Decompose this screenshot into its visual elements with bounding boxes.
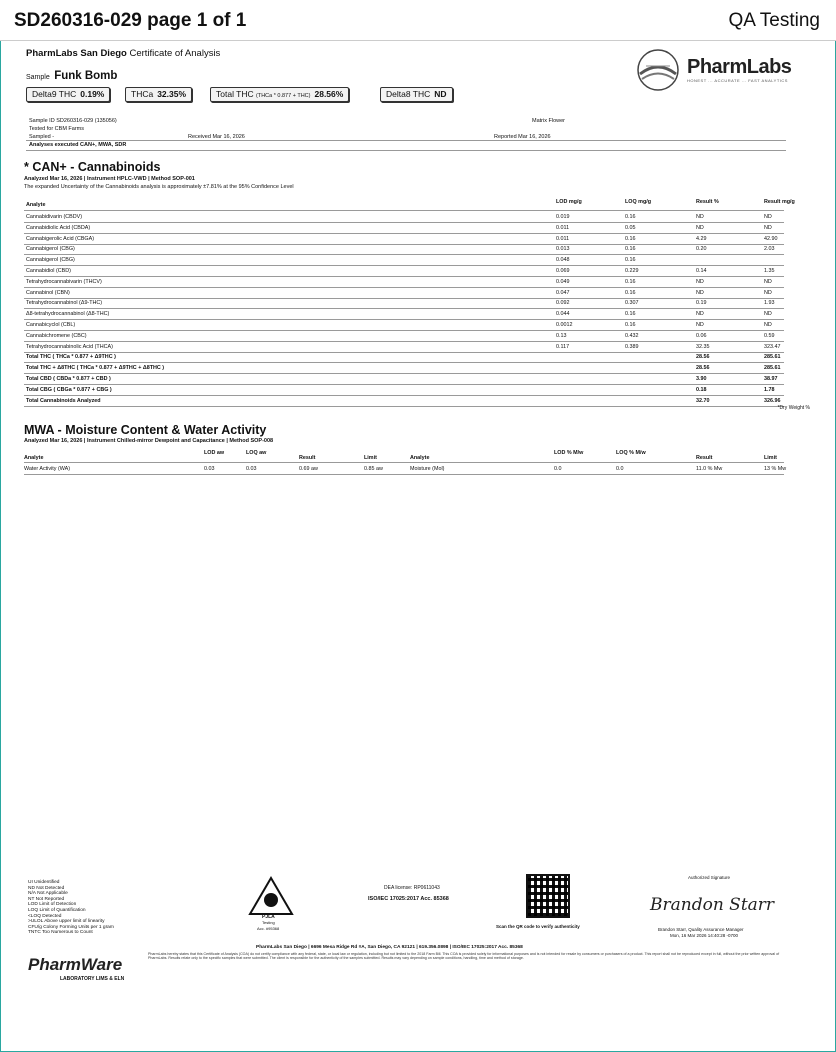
tested-for: Tested for CBM Farms — [29, 126, 85, 132]
cannabinoids-header-row: Analyte LOD mg/g LOQ mg/g Result % Result mg/g — [24, 196, 784, 211]
brand-tagline: HONEST ... ACCURATE ... FAST ANALYTICS — [687, 78, 788, 83]
table-cell: ND — [696, 289, 704, 296]
table-cell: 0.16 — [625, 257, 636, 264]
table-cell: Cannabigerol (CBG) — [26, 246, 75, 253]
mwa-header-row: Analyte LOD aw LOQ aw Result Limit Analyte LOD % M/w LOQ % M/w Result Limit — [24, 448, 784, 463]
table-cell: 0.013 — [556, 246, 570, 253]
table-cell: ND — [696, 214, 704, 220]
table-cell: 38.97 — [764, 376, 778, 382]
table-cell: Cannabidiolic Acid (CBDA) — [26, 224, 91, 231]
table-cell: 0.16 — [625, 214, 636, 220]
table-cell: Total CBG ( CBGa * 0.877 + CBG ) — [26, 386, 112, 393]
qr-caption: Scan the QR code to verify authenticity — [496, 924, 580, 929]
table-cell: 0.049 — [556, 278, 570, 285]
table-cell: 32.35 — [696, 343, 710, 350]
table-cell: 0.16 — [625, 246, 636, 253]
pill-delta8-thc: Delta8 THC ND — [380, 87, 453, 102]
sample-name: Funk Bomb — [54, 70, 118, 82]
table-cell: Cannabigerol (CBG) — [26, 257, 75, 264]
table-cell: 0.16 — [625, 235, 636, 242]
table-cell: Total THC ( THCa * 0.877 + Δ9THC ) — [26, 354, 116, 361]
dry-weight-footnote: *Dry Weight % — [777, 405, 810, 411]
table-cell: Total THC + Δ8THC ( THCa * 0.877 + Δ9THC + Δ8THC ) — [26, 365, 165, 372]
table-cell: 0.16 — [625, 311, 636, 318]
table-cell: ND — [696, 322, 704, 328]
pjla-sub: Testing — [262, 920, 275, 925]
table-cell: Cannabidivarin (CBDV) — [26, 214, 83, 220]
table-cell: 285.61 — [764, 354, 781, 361]
table-cell: 28.56 — [696, 365, 710, 372]
signatory-title: Brandon Starr, Quality Assurance Manager — [658, 927, 744, 932]
table-cell: 0.044 — [556, 311, 570, 318]
lab-name: PharmLabs San Diego — [26, 48, 127, 59]
table-cell: Δ8-tetrahydrocannabinol (Δ8-THC) — [26, 311, 110, 318]
table-cell: 0.18 — [696, 386, 707, 393]
table-cell: Tetrahydrocannabivarin (THCV) — [26, 278, 102, 285]
lab-title — [26, 48, 220, 59]
pharmlabs-logo-icon — [632, 46, 684, 92]
table-cell: ND — [696, 278, 704, 285]
table-cell: 0.117 — [556, 343, 570, 350]
table-cell: ND — [764, 278, 772, 285]
sample-line — [26, 66, 117, 84]
document-id-page: SD260316-029 page 1 of 1 — [14, 10, 247, 31]
table-cell: ND — [764, 311, 772, 318]
table-row — [24, 395, 784, 407]
table-cell: Cannabichromene (CBC) — [26, 332, 87, 339]
table-cell: 0.011 — [556, 235, 570, 242]
sample-label: Sample — [26, 74, 50, 81]
table-cell: 1.35 — [764, 268, 775, 274]
pjla-accreditation-icon — [246, 876, 296, 916]
analyses-executed: Analyses executed CAN+, MWA, SDR — [29, 142, 127, 148]
footer-address: PharmLabs San Diego | 6696 Mesa Ridge Rd #A, San Diego, CA 92121 | 619.356.0898 | ISO/IEC 17025:2017 Acc. 85368 — [256, 945, 523, 950]
footer-fine-print: PharmLabs hereby states that this Certificate of Analysis (COA) do not certify compliance with any federal, state, or local law or regulation, including but not limited to the 2018 Farm Bill. This COA is provided solely for informational purposes and is not intended for resale by consumers or purchasers of a product. This report shall not be reproduced except in full, without the prior written approval of PharmLabs. Results relate only to the specific samples that were submitted. The client is responsible for the authenticity of the samples submitted. Results may vary depending on sample conditions, handling, time and method of storage. — [148, 952, 780, 961]
table-cell: 0.019 — [556, 214, 570, 220]
table-cell: 0.05 — [625, 224, 636, 231]
mwa-title: MWA - Moisture Content & Water Activity — [24, 423, 267, 437]
cannabinoids-uncertainty: The expanded Uncertainty of the Cannabinoids analysis is approximately ±7.81% at the 95% Confidence Level — [24, 184, 294, 190]
table-cell: Tetrahydrocannabinol (Δ9-THC) — [26, 300, 103, 307]
table-cell: 1.78 — [764, 386, 775, 393]
iso-accreditation: ISO/IEC 17025:2017 Acc. 85368 — [368, 896, 449, 902]
table-cell: 0.14 — [696, 268, 707, 274]
pjla-acc: Acc. #95368 — [257, 926, 280, 931]
signature-date: Mon, 16 Mar 2026 14:40:28 -0700 — [670, 933, 739, 938]
table-cell: ND — [764, 224, 772, 231]
table-cell: 0.307 — [625, 300, 639, 307]
sampled: Sampled - — [29, 134, 55, 140]
table-cell: ND — [764, 214, 772, 220]
table-cell: 0.0012 — [556, 322, 573, 328]
table-cell: Cannabinol (CBN) — [26, 289, 70, 296]
department-label: QA Testing — [728, 10, 820, 31]
table-cell: 0.092 — [556, 300, 570, 307]
table-cell: Total Cannabinoids Analyzed — [26, 397, 101, 404]
table-cell: 1.93 — [764, 300, 775, 307]
table-cell: 32.70 — [696, 397, 710, 404]
table-cell: 0.20 — [696, 246, 707, 253]
table-cell: 0.06 — [696, 332, 707, 339]
table-cell: Cannabigerolic Acid (CBGA) — [26, 235, 95, 242]
pill-delta9-thc: Delta9 THC 0.19% — [26, 87, 110, 102]
doc-type: Certificate of Analysis — [129, 48, 221, 59]
table-cell: 42.90 — [764, 235, 778, 242]
table-cell: 3.90 — [696, 376, 707, 382]
table-cell: 0.047 — [556, 289, 570, 296]
signature-header: Authorized Signature — [688, 875, 731, 880]
mwa-analyzed: Analyzed Mar 16, 2026 | Instrument Chilled-mirror Dewpoint and Capacitance | Method SOP-008 — [24, 438, 274, 444]
table-cell: 0.011 — [556, 224, 570, 231]
pharmware-sub: LABORATORY LIMS & ELN — [60, 976, 125, 982]
brand-logo-text: PharmLabs — [687, 56, 792, 78]
table-cell: 0.389 — [625, 343, 639, 350]
pill-thca: THCa 32.35% — [125, 87, 192, 102]
sample-id: Sample ID SD260316-029 (135056) — [29, 118, 117, 124]
table-cell: 0.16 — [625, 289, 636, 296]
dea-license: DEA license: RP0611043 — [384, 885, 440, 891]
table-cell: 326.96 — [764, 397, 781, 404]
table-cell: 28.56 — [696, 354, 710, 361]
abbreviation-legend: UI Unidentified ND Not Detected N/A Not Applicable NT Not Reported LOD Limit of Detection LOQ Limit of Quantification <LOQ Detected >ULOL Above upper limit of linearity CFU/g Colony Forming Units per 1 gram TNTC Too Numerous to Count — [28, 880, 114, 936]
table-cell: 0.048 — [556, 257, 570, 264]
mwa-data-row: Water Activity (WA) 0.03 0.03 0.69 aw 0.85 aw Moisture (Mol) 0.0 0.0 11.0 % Mw 13 % Mw — [24, 463, 784, 475]
matrix: Matrix Flower — [532, 118, 566, 124]
pill-total-thc: Total THC (THCa * 0.877 + THC) 28.56% — [210, 87, 349, 102]
table-cell: 0.16 — [625, 322, 636, 328]
table-cell: 323.47 — [764, 343, 781, 350]
table-cell: ND — [764, 322, 772, 328]
table-cell: 0.069 — [556, 268, 570, 274]
table-cell: 0.19 — [696, 300, 707, 307]
table-cell: Tetrahydrocannabinolic Acid (THCA) — [26, 343, 113, 350]
table-cell: 0.432 — [625, 332, 639, 339]
table-cell: Cannabidiol (CBD) — [26, 268, 71, 274]
signature-script: Brandon Starr — [650, 895, 775, 915]
table-cell: 0.229 — [625, 268, 639, 274]
table-cell: 285.61 — [764, 365, 781, 372]
table-cell: ND — [696, 311, 704, 318]
received: Received Mar 16, 2026 — [188, 134, 245, 140]
table-cell: ND — [696, 224, 704, 231]
top-header-bar — [0, 0, 836, 41]
table-cell: 2.03 — [764, 246, 775, 253]
table-cell: 4.29 — [696, 235, 707, 242]
table-cell: Total CBD ( CBDa * 0.877 + CBD ) — [26, 376, 111, 382]
pjla-name: PJLA — [262, 914, 275, 920]
reported: Reported Mar 16, 2026 — [494, 134, 551, 140]
table-cell: 0.16 — [625, 278, 636, 285]
table-cell: Cannabicyclol (CBL) — [26, 322, 76, 328]
table-cell: ND — [764, 289, 772, 296]
verification-qr-code-icon[interactable] — [526, 874, 570, 918]
cannabinoids-title: * CAN+ - Cannabinoids — [24, 160, 161, 174]
table-cell: 0.13 — [556, 332, 567, 339]
cannabinoids-analyzed: Analyzed Mar 16, 2026 | Instrument HPLC-VWD | Method SOP-001 — [24, 176, 195, 182]
pharmware-logo-text: PharmWare — [28, 955, 123, 974]
table-cell: 0.59 — [764, 332, 775, 339]
